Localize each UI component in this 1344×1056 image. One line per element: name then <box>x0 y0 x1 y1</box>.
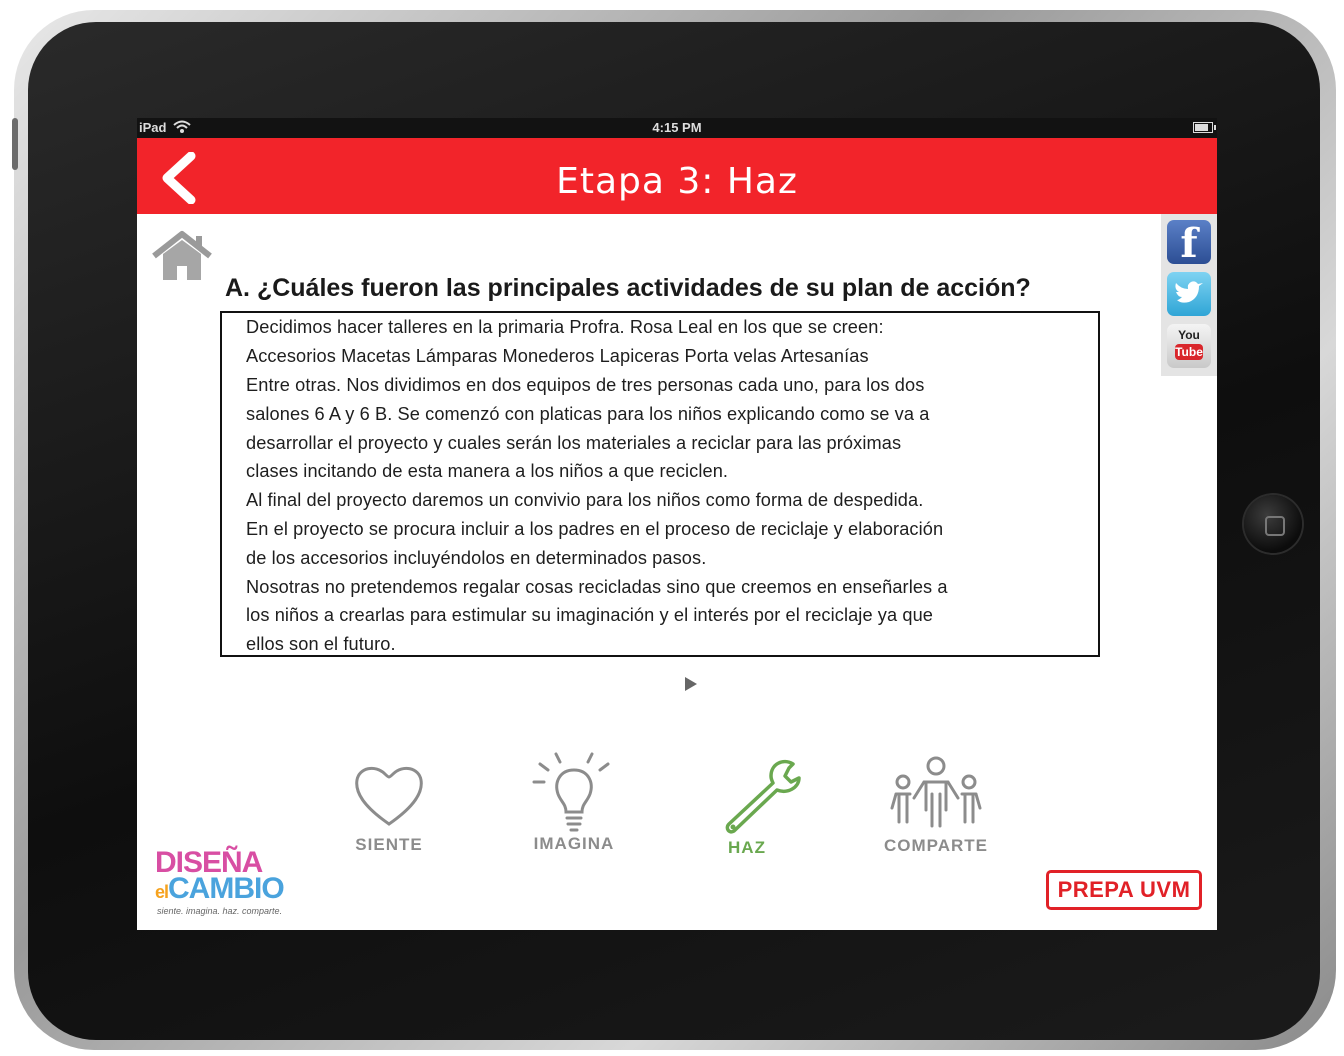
stage-haz-label: HAZ <box>728 838 766 857</box>
play-next-icon[interactable] <box>684 676 698 692</box>
stage-imagina-label: IMAGINA <box>533 834 615 853</box>
answer-line: En el proyecto se procura incluir a los padres en el proceso de reciclaje y elaboración <box>246 519 944 539</box>
answer-line: Entre otras. Nos dividimos en dos equipos de tres personas cada uno, para los dos <box>246 375 925 395</box>
logo-disena-text: DISEÑA <box>155 846 263 879</box>
answer-line: salones 6 A y 6 B. Se comenzó con platicas para los niños explicando como se va a <box>246 404 930 424</box>
facebook-button[interactable] <box>1167 220 1211 267</box>
stage-siente[interactable] <box>319 758 459 858</box>
status-bar <box>137 118 1217 138</box>
answer-line: los niños a crearlas para estimular su imaginación y el interés por el reciclaje ya que <box>246 605 934 625</box>
side-button <box>12 118 18 170</box>
page-title: Etapa 3: Haz <box>556 161 798 202</box>
home-button-icon <box>1265 516 1285 536</box>
logo-el-text: el <box>155 882 169 902</box>
answer-line: ellos son el futuro. <box>246 634 396 654</box>
answer-line: Accesorios Macetas Lámparas Monederos Lapiceras Porta velas Artesanías <box>246 346 869 366</box>
logo-cambio-text: CAMBIO <box>168 872 284 905</box>
status-carrier: iPad <box>139 120 167 135</box>
twitter-bird-icon <box>1167 272 1211 316</box>
wrench-icon <box>677 754 817 838</box>
stage-imagina[interactable] <box>504 748 644 858</box>
facebook-icon: f <box>1180 220 1198 267</box>
answer-line: clases incitando de esta manera a los niños a que reciclen. <box>246 461 729 481</box>
disena-el-cambio-logo <box>155 846 315 918</box>
answer-text-box[interactable] <box>220 311 1100 657</box>
answer-line: Decidimos hacer talleres en la primaria Profra. Rosa Leal en los que se creen: <box>246 317 884 337</box>
question-heading: A. ¿Cuáles fueron las principales actividades de su plan de acción? <box>225 274 1031 302</box>
logo-cambio-row <box>155 872 284 906</box>
twitter-button[interactable] <box>1167 272 1211 316</box>
screen <box>137 118 1217 930</box>
lightbulb-icon <box>504 748 644 832</box>
prepa-uvm-logo: PREPA UVM <box>1046 870 1202 910</box>
youtube-label-you: You <box>1178 328 1200 342</box>
status-time: 4:15 PM <box>652 120 702 135</box>
stage-haz[interactable] <box>677 754 817 860</box>
people-icon <box>866 754 1006 830</box>
social-panel <box>1161 214 1217 376</box>
home-icon[interactable] <box>151 230 213 282</box>
answer-line: desarrollar el proyecto y cuales serán los materiales a reciclar para las próximas <box>246 433 902 453</box>
heart-icon <box>319 758 459 828</box>
stage-comparte-label: COMPARTE <box>883 836 988 855</box>
youtube-button[interactable] <box>1167 324 1211 368</box>
logo-tagline: siente. imagina. haz. comparte. <box>157 906 283 916</box>
battery-icon <box>1193 122 1213 133</box>
youtube-label-tube: Tube <box>1175 345 1203 359</box>
answer-line: de los accesorios incluyéndolos en determinados pasos. <box>246 548 707 568</box>
answer-line: Al final del proyecto daremos un convivio para los niños como forma de despedida. <box>246 490 924 510</box>
header-bar <box>137 138 1217 214</box>
stage-comparte[interactable] <box>866 754 1006 860</box>
stage-siente-label: SIENTE <box>355 835 423 854</box>
answer-line: Nosotras no pretendemos regalar cosas recicladas sino que creemos en enseñarles a <box>246 577 948 597</box>
